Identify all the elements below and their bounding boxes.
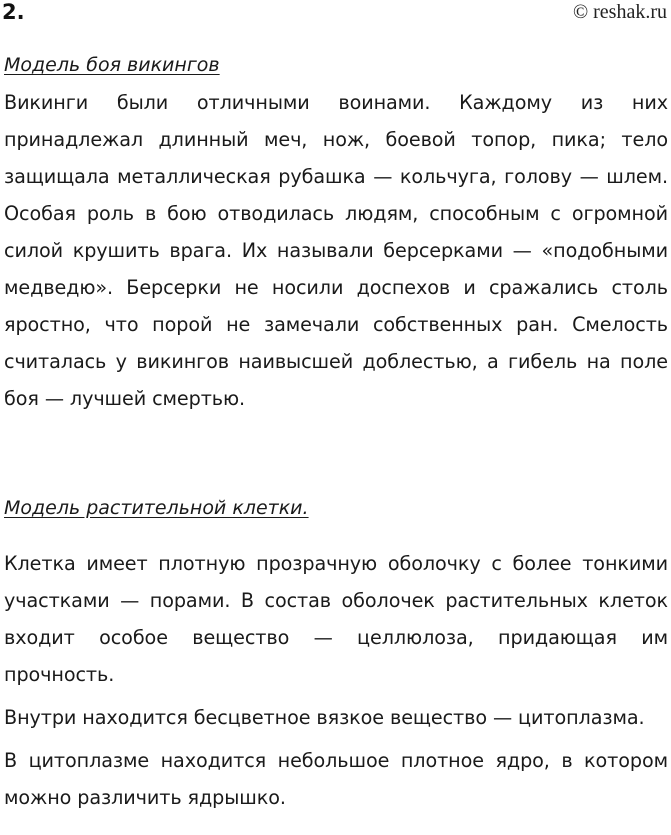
- watermark: © reshak.ru: [572, 1, 667, 23]
- paragraph: В цитоплазме находится небольшое плотное ядро, в котором можно различить ядрышко.: [4, 749, 668, 809]
- section-plant-cell: [4, 495, 668, 816]
- section-title: Модель боя викингов: [4, 54, 220, 76]
- page-header: [0, 0, 671, 30]
- paragraph: Клетка имеет плотную прозрачную оболочку с более тонкими участками — порами. В состав оболочек растительных клеток входит особое вещество — целлюлоза, придающая им прочность.: [4, 552, 668, 686]
- section-viking-battle: [4, 52, 668, 417]
- paragraph: Викинги были отличными воинами. Каждому из них принадлежал длинный меч, нож, боевой топор, пика; тело защищала металлическая рубашка — кольчуга, голову — шлем. Особая роль в бою отводилась людям, способным с огромной силой крушить врага. Их называли берсерками — «подобными медведю». Берсерки не носили доспехов и сражались столь яростно, что порой не замечали собственных ран. Смелость считалась у викингов наивысшей доблестью, а гибель на поле боя — лучшей смертью.: [4, 91, 668, 410]
- task-number: 2.: [2, 0, 25, 24]
- section-title: Модель растительной клетки.: [4, 497, 309, 519]
- paragraph: Внутри находится бесцветное вязкое вещество — цитоплазма.: [4, 706, 645, 729]
